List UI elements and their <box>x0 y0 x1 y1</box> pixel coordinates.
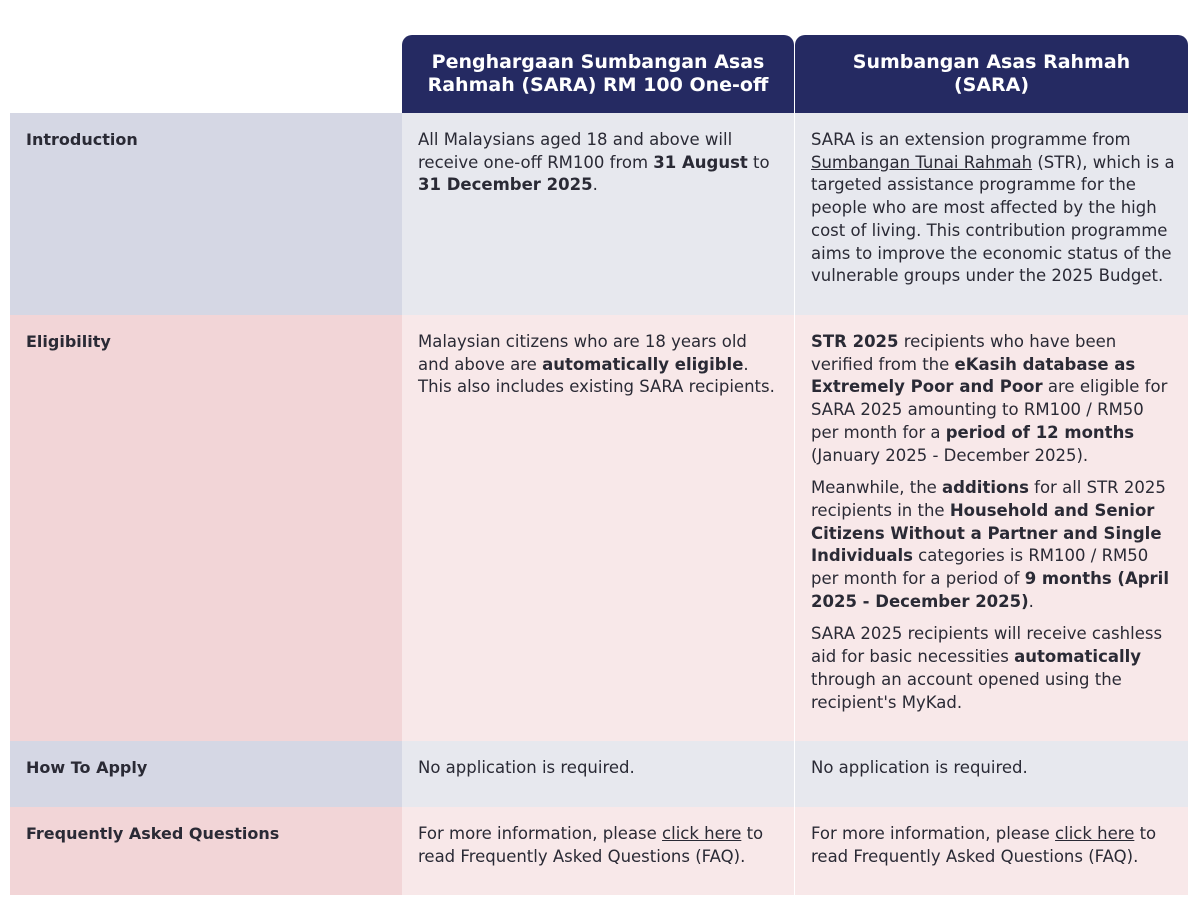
paragraph <box>811 477 1176 613</box>
eligibility-one-off-cell <box>402 315 794 741</box>
text: for all STR 2025 recipients in the <box>811 478 1166 520</box>
text: SARA is an extension programme from <box>811 130 1131 149</box>
text: . This also includes existing SARA recipients. <box>418 354 775 397</box>
emphasis: Household and Senior Citizens Without a Partner and Single Individuals <box>811 500 1162 566</box>
text: to read Frequently Asked Questions (FAQ). <box>418 824 764 866</box>
str-link[interactable]: Sumbangan Tunai Rahmah <box>811 152 1033 172</box>
faq-link-one-off[interactable]: click here <box>662 824 742 843</box>
text: through an account opened using the recipient's MyKad. <box>811 669 1122 712</box>
apply-sara-cell: No application is required. <box>795 741 1188 807</box>
table-row <box>10 113 1188 315</box>
table-row <box>10 315 1188 741</box>
emphasis: additions <box>942 478 1029 498</box>
row-label-eligibility: Eligibility <box>10 315 402 741</box>
emphasis: 31 December 2025 <box>418 175 593 195</box>
text: . <box>592 175 598 195</box>
emphasis: eKasih database as Extremely Poor and Poor <box>811 354 1136 397</box>
text: (STR), which is a targeted assistance programme for the people who are most affected by the high cost of living. This contribution programme aims to improve the economic status of the vulnerable groups under the 2025 Budget. <box>811 152 1175 286</box>
faq-one-off-cell <box>402 807 794 895</box>
faq-sara-cell <box>795 807 1188 895</box>
header-row <box>10 35 1188 113</box>
text: recipients who have been verified from the <box>811 332 1117 374</box>
emphasis: automatically <box>1014 647 1142 667</box>
faq-link-sara[interactable]: click here <box>1055 824 1135 843</box>
introduction-one-off-cell <box>402 113 794 315</box>
eligibility-sara-cell <box>795 315 1188 741</box>
emphasis: 31 August <box>653 152 748 172</box>
emphasis: 9 months (April 2025 - December 2025) <box>811 569 1169 611</box>
text: . <box>1028 591 1034 611</box>
row-label-faq: Frequently Asked Questions <box>10 807 402 895</box>
text: (January 2025 - December 2025). <box>811 445 1089 465</box>
text: to <box>747 152 770 172</box>
text: Meanwhile, the <box>811 478 943 498</box>
table-row <box>10 741 1188 807</box>
apply-one-off-cell: No application is required. <box>402 741 794 807</box>
header-spacer <box>10 35 402 113</box>
text: For more information, please <box>811 824 1056 843</box>
paragraph <box>811 623 1176 714</box>
table-row <box>10 807 1188 895</box>
text: All Malaysians aged 18 and above will receive one-off RM100 from <box>418 130 733 172</box>
row-label-how-to-apply: How To Apply <box>10 741 402 807</box>
text: are eligible for SARA 2025 amounting to RM100 / RM50 per month for a <box>811 377 1168 442</box>
header-sara-one-off: Penghargaan Sumbangan Asas Rahmah (SARA) RM 100 One-off <box>402 35 794 113</box>
text: Malaysian citizens who are 18 years old and above are <box>418 332 747 374</box>
row-label-introduction: Introduction <box>10 113 402 315</box>
emphasis: period of 12 months <box>945 422 1135 442</box>
introduction-sara-cell <box>795 113 1188 315</box>
header-sara: Sumbangan Asas Rahmah (SARA) <box>795 35 1188 113</box>
comparison-table <box>10 35 1188 895</box>
emphasis: automatically eligible <box>542 354 744 374</box>
emphasis: STR 2025 <box>811 332 899 351</box>
text: categories is RM100 / RM50 per month for a period of <box>811 546 1149 589</box>
text: to read Frequently Asked Questions (FAQ). <box>811 824 1157 866</box>
text: For more information, please <box>418 824 663 843</box>
text: SARA 2025 recipients will receive cashless aid for basic necessities <box>811 624 1163 667</box>
paragraph <box>811 331 1176 467</box>
